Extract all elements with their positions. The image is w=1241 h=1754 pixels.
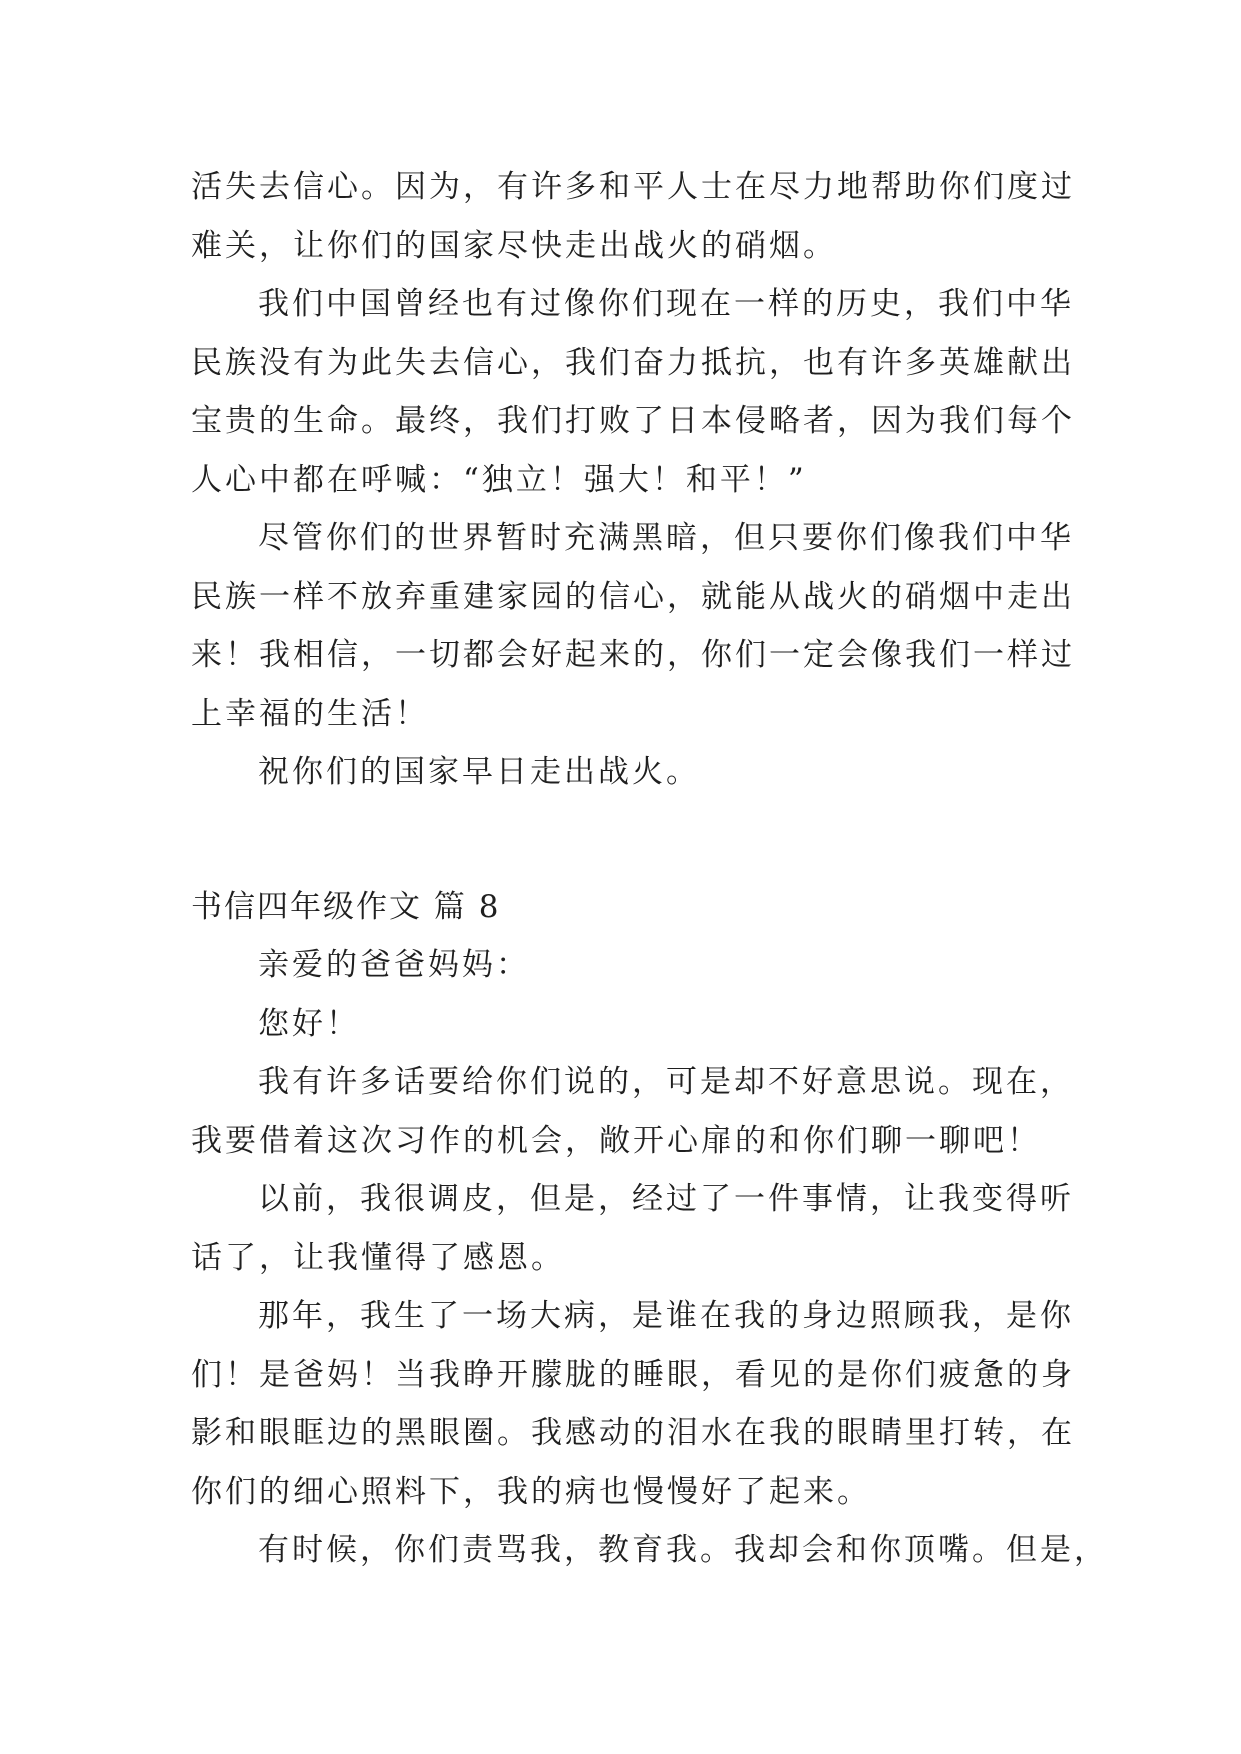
letter-greeting: 您好！ xyxy=(258,1005,360,1042)
body-line: 我要借着这次习作的机会，敞开心扉的和你们聊一聊吧！ xyxy=(191,1122,1041,1159)
body-line: 活失去信心。因为，有许多和平人士在尽力地帮助你们度过 xyxy=(191,169,1075,205)
body-line: 你们的细心照料下，我的病也慢慢好了起来。 xyxy=(191,1473,871,1510)
paragraph-first-line: 以前，我很调皮，但是，经过了一件事情，让我变得听 xyxy=(258,1181,1074,1217)
body-line: 民族没有为此失去信心，我们奋力抵抗，也有许多英雄献出 xyxy=(191,344,1075,381)
body-line: 宝贵的生命。最终，我们打败了日本侵略者，因为我们每个 xyxy=(191,403,1075,439)
paragraph-first-line: 我有许多话要给你们说的，可是却不好意思说。现在， xyxy=(258,1064,1074,1100)
paragraph-first-line: 那年，我生了一场大病，是谁在我的身边照顾我，是你 xyxy=(258,1298,1074,1334)
body-line: 来！我相信，一切都会好起来的，你们一定会像我们一样过 xyxy=(191,637,1075,673)
body-line: 上幸福的生活！ xyxy=(191,695,429,732)
closing-line: 祝你们的国家早日走出战火。 xyxy=(258,754,700,790)
paragraph-first-line: 我们中国曾经也有过像你们现在一样的历史，我们中华 xyxy=(258,286,1074,322)
paragraph-first-line: 尽管你们的世界暂时充满黑暗，但只要你们像我们中华 xyxy=(258,520,1074,556)
section-heading: 书信四年级作文 篇 8 xyxy=(191,888,501,925)
paragraph-first-line: 有时候，你们责骂我，教育我。我却会和你顶嘴。但是， xyxy=(258,1532,1108,1568)
body-line: 难关，让你们的国家尽快走出战火的硝烟。 xyxy=(191,227,837,264)
document-body xyxy=(191,158,1108,1580)
body-line: 们！是爸妈！当我睁开朦胧的睡眼，看见的是你们疲惫的身 xyxy=(191,1356,1075,1393)
body-line: 话了，让我懂得了感恩。 xyxy=(191,1239,565,1276)
body-line: 民族一样不放弃重建家园的信心，就能从战火的硝烟中走出 xyxy=(191,578,1075,615)
letter-salutation: 亲爱的爸爸妈妈： xyxy=(258,947,530,983)
body-line: 人心中都在呼喊：“独立！强大！和平！” xyxy=(191,461,807,498)
body-line: 影和眼眶边的黑眼圈。我感动的泪水在我的眼睛里打转，在 xyxy=(191,1415,1075,1451)
section-gap xyxy=(191,802,1061,878)
